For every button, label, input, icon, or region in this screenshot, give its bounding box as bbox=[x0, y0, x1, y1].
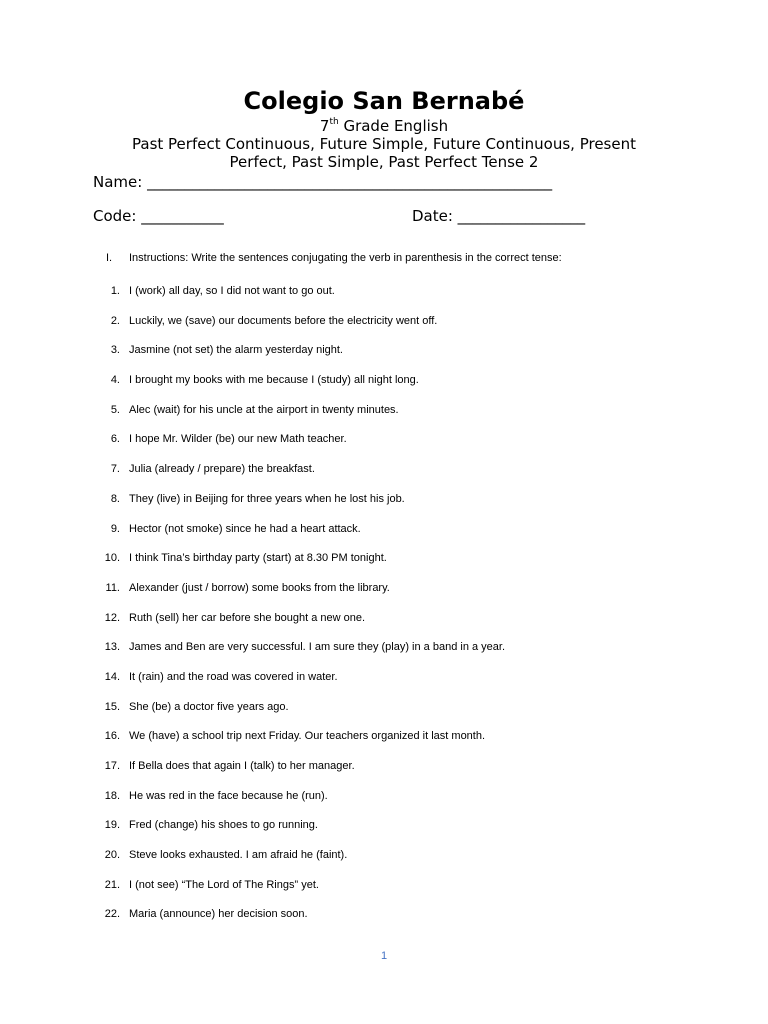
grade-subtitle bbox=[0, 116, 768, 136]
exercise-item bbox=[0, 906, 768, 936]
grade-ordinal-suffix: th bbox=[329, 117, 339, 127]
exercise-number: 7. bbox=[110, 463, 120, 476]
exercise-number: 2. bbox=[110, 314, 120, 327]
exercise-sentence: I (not see) “The Lord of The Rings” yet. bbox=[129, 878, 319, 891]
exercise-item bbox=[0, 550, 768, 580]
exercise-number: 14. bbox=[104, 670, 120, 683]
exercise-number: 18. bbox=[104, 789, 120, 802]
instructions-text: Instructions: Write the sentences conjugating the verb in parenthesis in the correct tense: bbox=[129, 252, 562, 264]
exercise-item bbox=[0, 342, 768, 372]
exercise-number: 10. bbox=[104, 552, 120, 565]
exercise-sentence: If Bella does that again I (talk) to her manager. bbox=[129, 760, 355, 772]
exercise-sentence: Julia (already / prepare) the breakfast. bbox=[129, 463, 315, 476]
exercise-number: 8. bbox=[110, 492, 120, 505]
exercise-item bbox=[0, 283, 768, 313]
grade-subject: Grade English bbox=[338, 117, 449, 135]
exercise-sentence: Ruth (sell) her car before she bought a new one. bbox=[129, 611, 366, 624]
exercise-item bbox=[0, 580, 768, 610]
exercise-number: 19. bbox=[104, 819, 120, 832]
exercise-sentence: Luckily, we (save) our documents before the electricity went off. bbox=[129, 314, 438, 327]
exercise-number: 1. bbox=[110, 285, 120, 297]
code-field: Code: ___________ bbox=[93, 207, 224, 225]
exercise-list bbox=[0, 283, 768, 936]
exercise-sentence: We (have) a school trip next Friday. Our teachers organized it last month. bbox=[129, 730, 486, 743]
exercise-sentence: Steve looks exhausted. I am afraid he (faint). bbox=[129, 849, 348, 862]
exercise-sentence: She (be) a doctor five years ago. bbox=[129, 700, 289, 713]
exercise-item bbox=[0, 521, 768, 551]
exercise-sentence: Alexander (just / borrow) some books from the library. bbox=[129, 581, 390, 594]
exercise-item bbox=[0, 372, 768, 402]
exercise-item bbox=[0, 728, 768, 758]
exercise-sentence: He was red in the face because he (run). bbox=[129, 789, 328, 802]
exercise-item bbox=[0, 788, 768, 818]
exercise-item bbox=[0, 699, 768, 729]
exercise-number: 13. bbox=[104, 641, 120, 654]
date-field: Date: _________________ bbox=[412, 207, 586, 225]
exercise-sentence: Maria (announce) her decision soon. bbox=[129, 908, 308, 921]
exercise-number: 5. bbox=[110, 403, 120, 416]
section-numeral: I. bbox=[106, 252, 113, 264]
exercise-sentence: James and Ben are very successful. I am sure they (play) in a band in a year. bbox=[129, 641, 506, 654]
exercise-item bbox=[0, 639, 768, 669]
exercise-number: 4. bbox=[110, 374, 120, 387]
name-field: Name: ______________________________________________________ bbox=[93, 173, 553, 191]
exercise-item bbox=[0, 847, 768, 877]
exercise-number: 9. bbox=[110, 522, 120, 535]
exercise-number: 21. bbox=[104, 878, 120, 891]
exercise-item bbox=[0, 491, 768, 521]
exercise-item bbox=[0, 610, 768, 640]
exercise-sentence: Alec (wait) for his uncle at the airport in twenty minutes. bbox=[129, 403, 399, 416]
exercise-sentence: I (work) all day, so I did not want to go out. bbox=[129, 285, 335, 297]
exercise-number: 6. bbox=[110, 433, 120, 446]
exercise-item bbox=[0, 461, 768, 491]
exercise-sentence: I brought my books with me because I (study) all night long. bbox=[129, 374, 419, 387]
exercise-item bbox=[0, 877, 768, 907]
grade-number: 7 bbox=[319, 117, 330, 135]
exercise-sentence: Hector (not smoke) since he had a heart attack. bbox=[129, 522, 361, 535]
exercise-number: 3. bbox=[110, 344, 120, 357]
exercise-item bbox=[0, 758, 768, 788]
exercise-number: 12. bbox=[104, 611, 120, 624]
exercise-number: 15. bbox=[104, 700, 120, 713]
exercise-sentence: Jasmine (not set) the alarm yesterday night. bbox=[129, 344, 343, 357]
exercise-item bbox=[0, 431, 768, 461]
exercise-number: 17. bbox=[104, 760, 120, 772]
page-number: 1 bbox=[380, 950, 388, 962]
exercise-item bbox=[0, 817, 768, 847]
exercise-number: 20. bbox=[104, 849, 120, 862]
exercise-number: 22. bbox=[104, 908, 120, 921]
exercise-item bbox=[0, 313, 768, 343]
exercise-sentence: Fred (change) his shoes to go running. bbox=[129, 819, 318, 832]
school-name: Colegio San Bernabé bbox=[243, 87, 525, 115]
worksheet-topic: Past Perfect Continuous, Future Simple, Future Continuous, Present Perfect, Past Simple, Past Perfect Tense 2 bbox=[132, 135, 636, 171]
exercise-item bbox=[0, 669, 768, 699]
exercise-sentence: They (live) in Beijing for three years when he lost his job. bbox=[129, 492, 405, 505]
exercise-number: 11. bbox=[105, 581, 120, 594]
exercise-sentence: I think Tina’s birthday party (start) at 8.30 PM tonight. bbox=[129, 552, 387, 565]
exercise-number: 16. bbox=[104, 730, 120, 743]
exercise-sentence: I hope Mr. Wilder (be) our new Math teacher. bbox=[129, 433, 347, 446]
exercise-item bbox=[0, 402, 768, 432]
exercise-sentence: It (rain) and the road was covered in water. bbox=[129, 670, 338, 683]
